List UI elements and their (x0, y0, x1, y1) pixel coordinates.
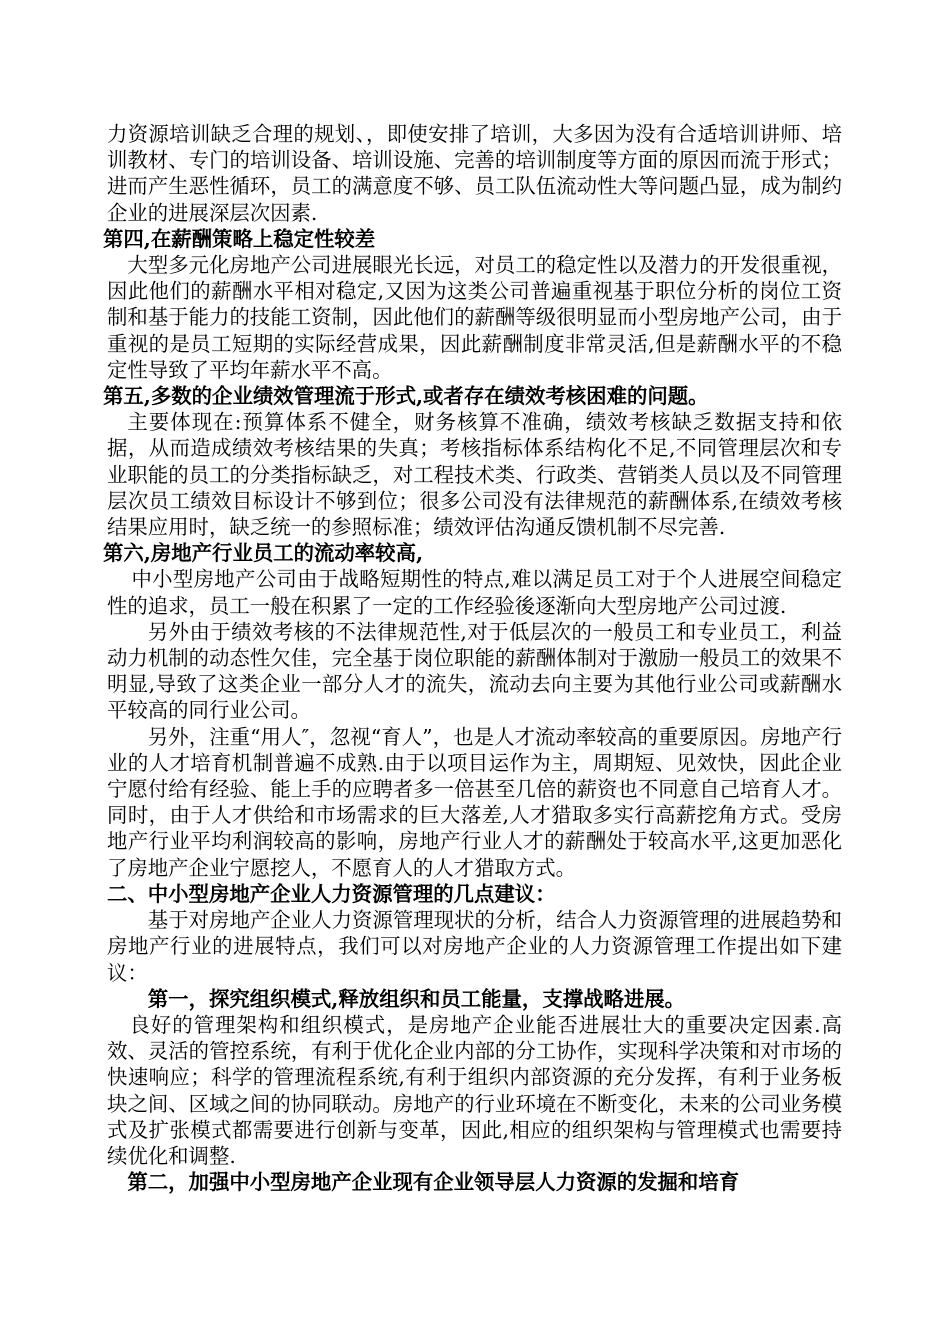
paragraph-turnover-3: 另外，注重“用人″，忽视“育人”，也是人才流动率较高的重要原因。房地产行业的人才培育机制普遍不成熟.由于以项目运作为主，周期短、见效快，因此企业宁愿付给有经验、能上手的应聘者多一倍甚至几倍的薪资也不同意自己培育人才。同时，由于人才供给和市场需求的巨大落差,人才猎取多实行高薪挖角方式。受房地产行业平均利润较高的影响，房地产行业人才的薪酬处于较高水平,这更加恶化了房地产企业宁愿挖人，不愿育人的人才猎取方式。 (107, 724, 842, 880)
subheading-first: 第一，探究组织模式,释放组织和员工能量，支撑战略进展。 (147, 986, 686, 1011)
paragraph-organization: 良好的管理架构和组织模式，是房地产企业能否进展壮大的重要决定因素.高效、灵活的管控系统，有利于优化企业内部的分工协作，实现科学决策和对市场的快速响应；科学的管理流程系统,有利于组织内部资源的充分发挥，有利于业务板块之间、区域之间的协同联动。房地产的行业环境在不断变化，未来的公司业务模式及扩张模式都需要进行创新与变革，因此,相应的组织架构与管理模式也需要持续优化和调整. (107, 1012, 842, 1168)
paragraph-continuation: 力资源培训缺乏合理的规划、，即使安排了培训，大多因为没有合适培训讲师、培训教材、专门的培训设备、培训设施、完善的培训制度等方面的原因而流于形式；进而产生恶性循环，员工的满意度不够、员工队伍流动性大等问题凸显，成为制约企业的进展深层次因素. (107, 122, 842, 225)
paragraph-performance: 主要体现在:预算体系不健全，财务核算不准确，绩效考核缺乏数据支持和依据，从而造成绩效考核结果的失真；考核指标体系结构化不足,不同管理层次和专业职能的员工的分类指标缺乏，对工程技术类、行政类、营销类人员以及不同管理层次员工绩效目标设计不够到位；很多公司没有法律规范的薪酬体系,在绩效考核结果应用时，缺乏统一的参照标准；绩效评估沟通反馈机制不尽完善. (107, 410, 842, 540)
paragraph-salary-strategy: 大型多元化房地产公司进展眼光长远，对员工的稳定性以及潜力的开发很重视，因此他们的薪酬水平相对稳定,又因为这类公司普遍重视基于职位分析的岗位工资制和基于能力的技能工资制，因此他们的薪酬等级很明显而小型房地产公司，由于重视的是员工短期的实际经营成果，因此薪酬制度非常灵活,但是薪酬水平的不稳定性导致了平均年薪水平不高。 (107, 253, 842, 382)
document-page (103, 121, 842, 1195)
paragraph-turnover-1: 中小型房地产公司由于战略短期性的特点,难以满足员工对于个人进展空间稳定性的追求，员工一般在积累了一定的工作经验後逐渐向大型房地产公司过渡. (107, 567, 842, 618)
subheading-second: 第二，加强中小型房地产企业现有企业领导层人力资源的发掘和培育 (127, 1170, 740, 1195)
section-heading-sixth: 第六,房地产行业员工的流动率较高, (103, 541, 424, 566)
section-heading-fifth: 第五,多数的企业绩效管理流于形式,或者存在绩效考核困难的问题。 (103, 384, 709, 409)
paragraph-turnover-2: 另外由于绩效考核的不法律规范性,对于低层次的一般员工和专业员工，利益动力机制的动态性欠佳，完全基于岗位职能的薪酬体制对于激励一般员工的效果不明显,导致了这类企业一部分人才的流失，流动去向主要为其他行业公司或薪酬水平较高的同行业公司。 (107, 619, 842, 723)
section-heading-fourth: 第四,在薪酬策略上稳定性较差 (103, 226, 376, 251)
section-heading-suggestions: 二、中小型房地产企业人力资源管理的几点建议： (107, 881, 556, 906)
paragraph-suggestions-intro: 基于对房地产企业人力资源管理现状的分析，结合人力资源管理的进展趋势和房地产行业的进展特点，我们可以对房地产企业的人力资源管理工作提出如下建议： (107, 908, 842, 985)
